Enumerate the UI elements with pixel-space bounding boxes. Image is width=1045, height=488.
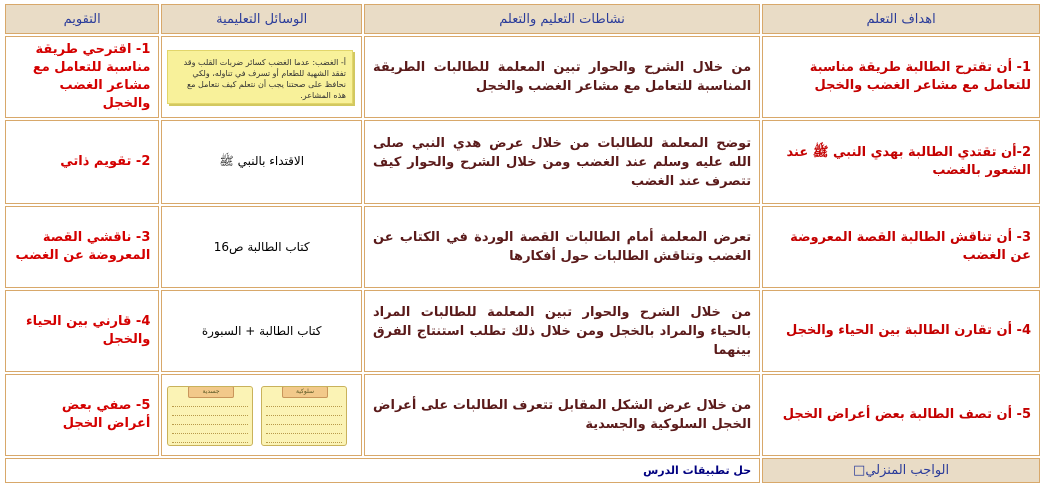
evaluation-cell: 4- قارني بين الحياء والخجل [5, 290, 159, 372]
header-tools: الوسائل التعليمية [161, 4, 362, 34]
anger-text-image [167, 50, 353, 104]
table-row [5, 36, 1040, 118]
anger-text-image-caption: أ- الغضب: عدما الغضب كسائر ضربات القلب وقد تفقد الشهية للطعام أو تسرف في تناوله، ولكي نحافظ على صحتنا يجب أن نتعلم كيف نتعامل مع هذه المشاعر. [183, 58, 347, 100]
lesson-plan-table [3, 2, 1042, 485]
header-row [5, 4, 1040, 34]
evaluation-cell: 5- صفي بعض أعراض الخجل [5, 374, 159, 456]
table-row [5, 290, 1040, 372]
shyness-symptoms-diagram [163, 382, 353, 448]
header-activities: نشاطات التعليم والتعلم [364, 4, 760, 34]
behavioral-symptoms-card [261, 386, 347, 446]
table-row [5, 206, 1040, 288]
activity-cell: من خلال الشرح والحوار تبين المعلمة للطالبات الطريقة المناسبة للتعامل مع مشاعر الغضب والخجل [364, 36, 760, 118]
goal-cell: 2-أن تقتدي الطالبة بهدي النبي ﷺ عند الشعور بالغضب [762, 120, 1040, 204]
activity-cell: توضح المعلمة للطالبات من خلال عرض هدي النبي صلى الله عليه وسلم عند الغضب ومن خلال الشرح والحوار كيف تتصرف عند الغضب [364, 120, 760, 204]
activity-cell: من خلال عرض الشكل المقابل تتعرف الطالبات على أعراض الخجل السلوكية والجسدية [364, 374, 760, 456]
header-goals: اهداف التعلم [762, 4, 1040, 34]
goal-cell: 4- أن تقارن الطالبة بين الحياء والخجل [762, 290, 1040, 372]
tool-cell: كتاب الطالبة ص16 [161, 206, 362, 288]
goal-cell: 5- أن تصف الطالبة بعض أعراض الخجل [762, 374, 1040, 456]
table-row [5, 374, 1040, 456]
checkbox-icon: □ [853, 463, 866, 478]
homework-row [5, 458, 1040, 483]
evaluation-cell: 1- اقترحي طريقة مناسبة للتعامل مع مشاعر الغضب والخجل [5, 36, 159, 118]
tool-cell: كتاب الطالبة + السبورة [161, 290, 362, 372]
header-evaluation: التقويم [5, 4, 159, 34]
homework-label-text: الواجب المنزلي [865, 463, 950, 478]
evaluation-cell: 2- تقويم ذاتي [5, 120, 159, 204]
behavioral-card-title: سلوكية [282, 386, 328, 398]
activity-cell: من خلال الشرح والحوار تبين المعلمة للطالبات المراد بالحياء والمراد بالخجل ومن خلال ذلك تطلب استنتاج الفرق بينهما [364, 290, 760, 372]
goal-cell: 3- أن تناقش الطالبة القصة المعروضة عن الغضب [762, 206, 1040, 288]
homework-label [762, 458, 1040, 483]
goal-cell: 1- أن تقترح الطالبة طريقة مناسبة للتعامل مع مشاعر الغضب والخجل [762, 36, 1040, 118]
table-row [5, 120, 1040, 204]
physical-card-title: جسدية [188, 386, 234, 398]
tool-cell [161, 374, 362, 456]
activity-cell: تعرض المعلمة أمام الطالبات القصة الوردة في الكتاب عن الغضب وتناقش الطالبات حول أفكارها [364, 206, 760, 288]
evaluation-cell: 3- ناقشي القصة المعروضة عن الغضب [5, 206, 159, 288]
physical-symptoms-card [167, 386, 253, 446]
tool-cell: الاقتداء بالنبي ﷺ [161, 120, 362, 204]
homework-text: حل تطبيقات الدرس [5, 458, 760, 483]
tool-cell [161, 36, 362, 118]
